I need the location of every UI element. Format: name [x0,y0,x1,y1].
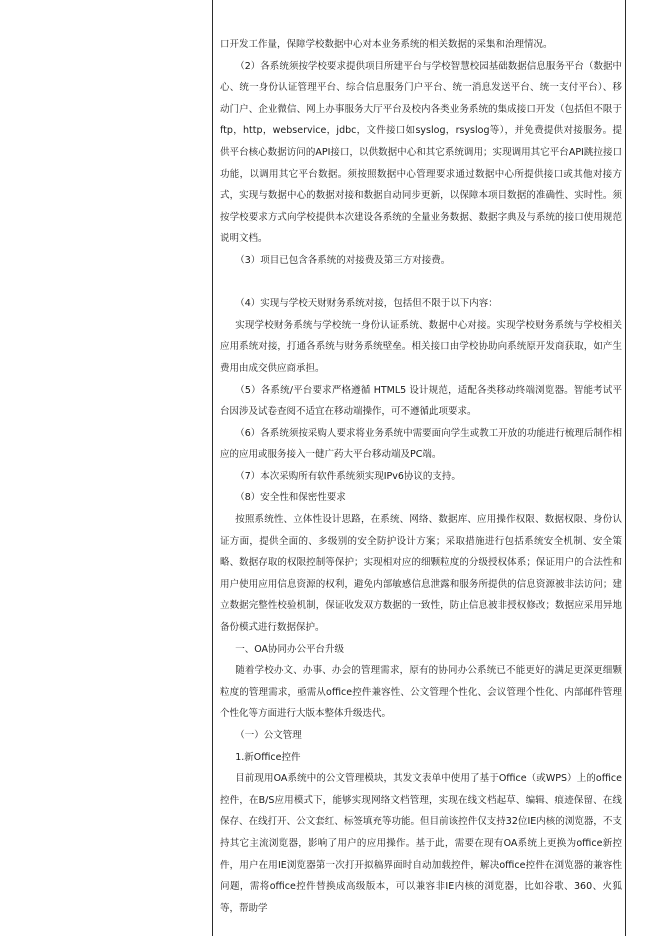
blank-line [220,272,622,294]
paragraph-6: （5）各系统/平台要求严格遵循 HTML5 设计规范，适配各类移动终端浏览器。智能考试平台因涉及试卷查阅不适宜在移动端操作，可不遵循此项要求。 [220,384,622,418]
paragraph-2: （2）各系统须按学校要求提供项目所建平台与学校智慧校园基础数据信息服务平台（数据中心、统一身份认证管理平台、综合信息服务门户平台、统一消息发送平台、统一支付平台）、移动门户、企业微信、网上办事服务大厅平台及校内各类业务系统的集成接口开发（包括但不限于ftp，http，webservice，jdbc，文件接口如syslog，rsyslog等），并免费提供对接服务。提供平台核心数据访问的API接口，以供数据中心和其它系统调用；实现调用其它平台API跳拉接口功能，以调用其它平台数据。须按照数据中心管理要求通过数据中心所提供接口或其他对接方式，实现与数据中心的数据对接和数据自动同步更新，以保障本项目数据的准确性、实时性。须按学校要求方式向学校提供本次建设各系统的全量业务数据、数据字典及与系统的接口使用规范说明文档。 [220,60,622,245]
paragraph-3: （3）项目已包含各系统的对接费及第三方对接费。 [235,254,451,266]
document-body [220,34,622,919]
item-heading-office-control: 1.新Office控件 [235,751,301,763]
table-right-border [625,0,626,936]
paragraph-9: （8）安全性和保密性要求 [235,492,346,504]
subsection-heading-document-management: （一）公文管理 [235,730,302,741]
paragraph-7: （6）各系统须按采购人要求将业务系统中需要面向学生或教工开放的功能进行梳理后制作相应的应用或服务接入一健广药大平台移动端及PC端。 [220,427,622,461]
paragraph-8: （7）本次采购所有软件系统须实现IPv6协议的支持。 [235,470,461,482]
paragraph-5: 实现学校财务系统与学校统一身份认证系统、数据中心对接。实现学校财务系统与学校相关应用系统对接，打通各系统与财务系统壁垒。相关接口由学校协助向系统原开发商获取，如产生费用由成交供应商承担。 [220,319,622,374]
table-left-border [212,0,213,936]
paragraph-4: （4）实现与学校天财财务系统对接，包括但不限于以下内容： [235,298,498,310]
paragraph-1: 口开发工作量，保障学校数据中心对本业务系统的相关数据的采集和治理情况。 [220,39,553,50]
paragraph-12: 目前现用OA系统中的公文管理模块，其发文表单中使用了基于Office（或WPS）上的office控件，在B/S应用模式下，能够实现网络文档管理，实现在线文档起草、编辑、痕迹保留、在线保存、在线打开、公文套红、标签填充等功能。但目前该控件仅支持32位IE内核的浏览器，不支持其它主流浏览器，影响了用户的应用操作。基于此，需要在现有OA系统上更换为office新控件，用户在用IE浏览器第一次打开拟稿界面时自动加载控件，解决office控件在浏览器的兼容性问题，需将office控件替换成高级版本，可以兼容非IE内核的浏览器，比如谷歌、360、火狐等，帮助学 [220,773,622,914]
section-heading-oa: 一、OA协同办公平台升级 [235,643,344,655]
paragraph-11: 随着学校办文、办事、办会的管理需求，原有的协同办公系统已不能更好的满足更深更细颗粒度的管理需求，亟需从office控件兼容性、公文管理个性化、会议管理个性化、内部邮件管理个性化等方面进行大版本整体升级迭代。 [220,665,622,720]
paragraph-10: 按照系统性、立体性设计思路，在系统、网络、数据库、应用操作权限、数据权限、身份认证方面，提供全面的、多级别的安全防护设计方案；采取措施进行包括系统安全机制、安全策略、数据存取的权限控制等保护；实现相对应的细颗粒度的分级授权体系；保证用户的合法性和用户使用应用信息资源的权利，避免内部敏感信息泄露和服务所提供的信息资源被非法访问；建立数据完整性校验机制，保证收发双方数据的一致性，防止信息被非授权修改；数据应采用异地备份模式进行数据保护。 [220,514,622,634]
